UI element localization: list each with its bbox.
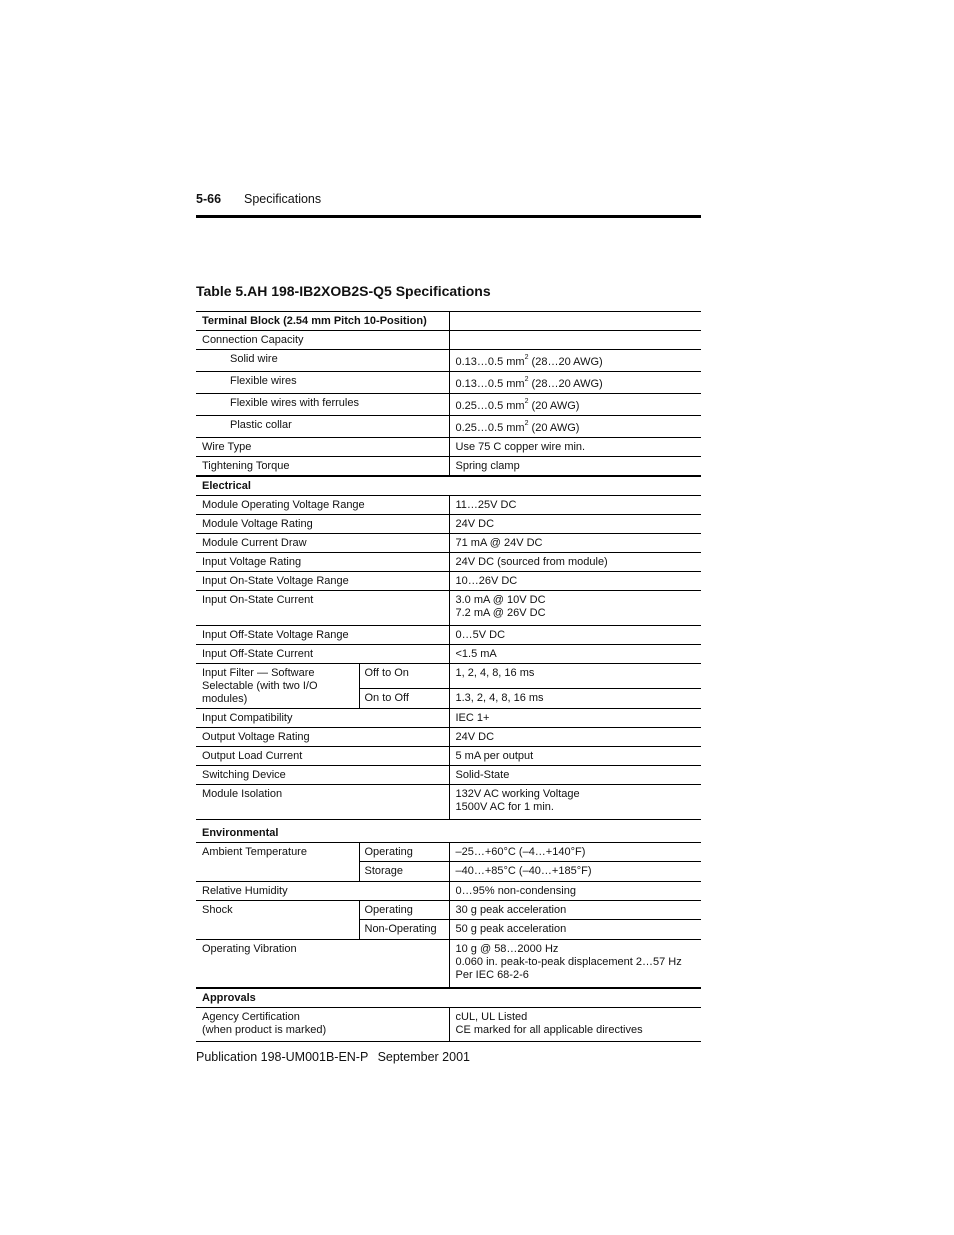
row-label: Module Isolation [196,785,449,820]
row-value: IEC 1+ [449,709,701,728]
row-sublabel: Operating [359,843,449,862]
page-header [196,192,701,218]
row-label: Output Load Current [196,747,449,766]
table-row [196,766,701,785]
table-row [196,515,701,534]
row-value: 1, 2, 4, 8, 16 ms [449,664,701,689]
table-row [196,728,701,747]
table-row [196,496,701,515]
row-value: Solid-State [449,766,701,785]
row-value: 24V DC [449,728,701,747]
row-sublabel: Operating [359,901,449,920]
row-value: Spring clamp [449,457,701,477]
row-value: 132V AC working Voltage 1500V AC for 1 min. [449,785,701,820]
page-footer [196,1050,470,1064]
row-value: –40…+85°C (–40…+185°F) [449,862,701,882]
table-row [196,350,701,372]
row-value: 0.25…0.5 $mm^2$ (20 AWG) [449,394,701,416]
row-value: 0.13…0.5 $mm^2$ (28…20 AWG) [449,372,701,394]
row-value: Use 75 C copper wire min. [449,438,701,457]
table-row [196,901,701,920]
row-label: Shock [196,901,359,940]
table-row [196,785,701,820]
publication-number: Publication 198-UM001B-EN-P [196,1050,369,1064]
row-value: 71 mA @ 24V DC [449,534,701,553]
section-heading: Approvals [196,988,701,1008]
table-title: Table 5.AH 198-IB2XOB2S-Q5 Specifications [196,283,491,299]
table-row [196,664,701,689]
row-label: Tightening Torque [196,457,449,477]
table-row [196,438,701,457]
row-sublabel: Off to On [359,664,449,689]
row-value: 1.3, 2, 4, 8, 16 ms [449,689,701,709]
row-value: 10…26V DC [449,572,701,591]
section-approvals [196,988,701,1008]
row-label: Module Operating Voltage Range [196,496,449,515]
row-value: <1.5 mA [449,645,701,664]
row-value: 5 mA per output [449,747,701,766]
table-row [196,372,701,394]
table-row [196,457,701,477]
row-sublabel: Storage [359,862,449,882]
row-label: Plastic collar [196,416,449,438]
row-label: Module Voltage Rating [196,515,449,534]
row-label: Flexible wires with ferrules [196,394,449,416]
table-row [196,747,701,766]
page-number: 5-66 [196,192,222,206]
section-electrical [196,476,701,496]
specifications-table [196,311,701,1042]
table-row [196,331,701,350]
row-label: Input Filter — Software Selectable (with two I/O modules) [196,664,359,709]
row-value: cUL, UL Listed CE marked for all applicable directives [449,1008,701,1042]
section-terminal-block [196,312,701,331]
row-value: 0…95% non-condensing [449,882,701,901]
row-label: Input Compatibility [196,709,449,728]
table-row [196,940,701,989]
row-value: 0…5V DC [449,626,701,645]
row-value: 50 g peak acceleration [449,920,701,940]
table-row [196,626,701,645]
table-row [196,709,701,728]
row-label: Module Current Draw [196,534,449,553]
row-label: Connection Capacity [196,331,449,350]
table-row [196,1008,701,1042]
row-label: Wire Type [196,438,449,457]
section-name: Specifications [244,192,322,206]
row-value: 30 g peak acceleration [449,901,701,920]
row-label: Input Voltage Rating [196,553,449,572]
section-heading: Electrical [196,476,701,496]
publication-date: September 2001 [377,1050,470,1064]
row-label: Agency Certification (when product is marked) [196,1008,449,1042]
table-row [196,394,701,416]
row-value: 24V DC [449,515,701,534]
row-label: Ambient Temperature [196,843,359,882]
table-row [196,645,701,664]
row-sublabel: Non-Operating [359,920,449,940]
row-label: Switching Device [196,766,449,785]
section-heading: Environmental [196,820,701,843]
table-row [196,882,701,901]
row-label: Operating Vibration [196,940,449,989]
section-environmental [196,820,701,843]
row-label: Solid wire [196,350,449,372]
row-value: 10 g @ 58…2000 Hz 0.060 in. peak-to-peak displacement 2…57 Hz Per IEC 68-2-6 [449,940,701,989]
row-value: 11…25V DC [449,496,701,515]
row-label: Input Off-State Voltage Range [196,626,449,645]
table-row [196,553,701,572]
row-label: Input Off-State Current [196,645,449,664]
row-sublabel: On to Off [359,689,449,709]
row-value: 3.0 mA @ 10V DC 7.2 mA @ 26V DC [449,591,701,626]
table-row [196,843,701,862]
table-row [196,534,701,553]
table-row [196,591,701,626]
section-heading: Terminal Block (2.54 mm Pitch 10-Position) [196,312,449,331]
table-row [196,572,701,591]
row-label: Input On-State Voltage Range [196,572,449,591]
row-label: Relative Humidity [196,882,449,901]
row-value: –25…+60°C (–4…+140°F) [449,843,701,862]
row-value: 24V DC (sourced from module) [449,553,701,572]
row-label: Input On-State Current [196,591,449,626]
row-label: Flexible wires [196,372,449,394]
row-value: 0.13…0.5 $mm^2$ (28…20 AWG) [449,350,701,372]
row-label: Output Voltage Rating [196,728,449,747]
table-row [196,416,701,438]
row-value: 0.25…0.5 $mm^2$ (20 AWG) [449,416,701,438]
